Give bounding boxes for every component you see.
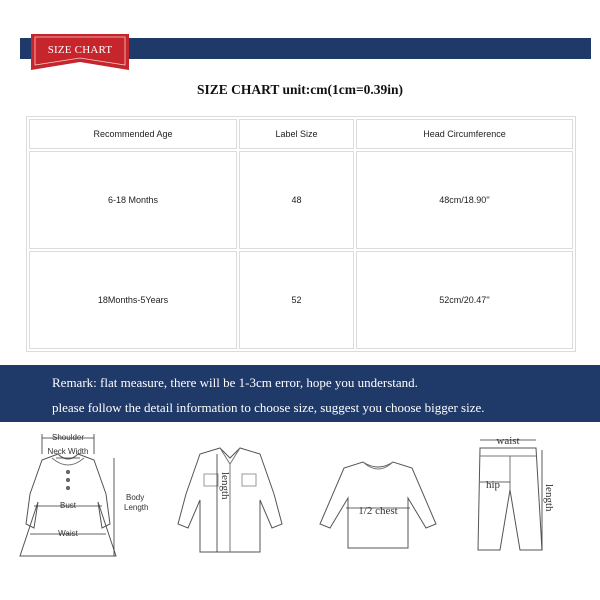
cell-label-size: 48: [239, 151, 354, 249]
cell-label-size: 52: [239, 251, 354, 349]
cell-age: 18Months-5Years: [29, 251, 237, 349]
dress-body-length-label-2: Length: [124, 503, 149, 512]
dress-measurement-diagram: [6, 424, 162, 574]
table-row: [29, 251, 573, 349]
shirt-measurement-diagram: [170, 424, 300, 574]
dress-waist-label: Waist: [58, 529, 78, 538]
remark-line-2: please follow the detail information to choose size, suggest you choose bigger size.: [52, 400, 485, 415]
sweater-measurement-diagram: [308, 424, 448, 574]
size-table: [26, 116, 576, 352]
dress-neck-width-label: Neck Width: [47, 447, 89, 456]
dress-body-length-label-1: Body: [126, 493, 145, 502]
pants-measurement-diagram: [462, 424, 572, 574]
cell-age: 6-18 Months: [29, 151, 237, 249]
header-recommended-age: Recommended Age: [29, 119, 237, 149]
header-head-circumference: Head Circumference: [356, 119, 573, 149]
cell-head-circumference: 48cm/18.90'': [356, 151, 573, 249]
dress-shoulder-label: Shoulder: [51, 433, 85, 442]
pants-length-label: length: [543, 484, 555, 512]
size-chart-label: SIZE CHART: [47, 44, 113, 56]
sweater-chest-label: 1/2 chest: [358, 505, 398, 517]
remark-line-1: Remark: flat measure, there will be 1-3cm error, hope you understand.: [52, 375, 418, 390]
cell-head-circumference: 52cm/20.47'': [356, 251, 573, 349]
table-row: [29, 151, 573, 249]
pants-waist-label: waist: [496, 435, 520, 447]
dress-bust-label: Bust: [59, 501, 77, 510]
chart-title: SIZE CHART unit:cm(1cm=0.39in): [196, 82, 404, 97]
table-header-row: [29, 119, 573, 149]
pants-hip-label: hip: [486, 479, 501, 491]
shirt-length-label: length: [219, 472, 231, 500]
header-label-size: Label Size: [239, 119, 354, 149]
